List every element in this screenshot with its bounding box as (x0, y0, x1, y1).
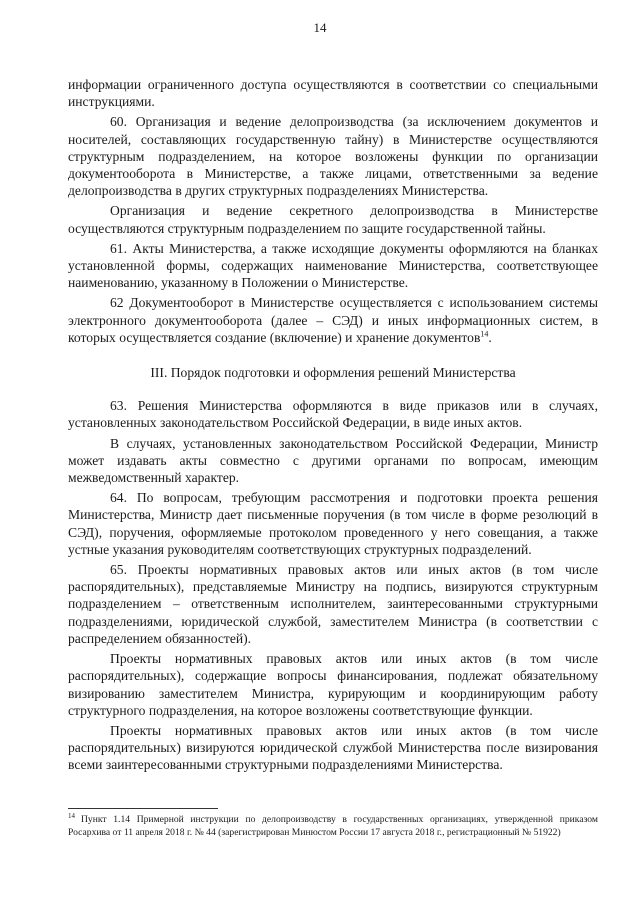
footnote-text: Пункт 1.14 Примерной инструкции по делопроизводству в государственных организациях, утвержденной приказом Росархива от 11 апреля 2018 г. № 44 (зарегистрирован Минюстом России 17 августа 2018 г., регистрационный № 51922) (68, 814, 598, 838)
paragraph-62-text: 62 Документооборот в Министерстве осуществляется с использованием системы электронного документооборота (далее – СЭД) и иных информационных систем, в которых осуществляется создание (включение) и хранение документов (68, 295, 598, 345)
paragraph-62 (68, 294, 598, 346)
paragraph-joint-acts: В случаях, установленных законодательством Российской Федерации, Министр может издавать акты совместно с другими органами по вопросам, имеющим межведомственный характер. (68, 435, 598, 486)
document-body (68, 76, 598, 774)
section-heading: III. Порядок подготовки и оформления решений Министерства (150, 365, 516, 381)
paragraph-64: 64. По вопросам, требующим рассмотрения и подготовки проекта решения Министерства, Министр дает письменные поручения (в том числе в форме резолюций в СЭД), поручения, оформляемые протоколом проведенного у него совещания, а также устные указания руководителям соответствующих структурных подразделений. (68, 490, 598, 557)
paragraph-61: 61. Акты Министерства, а также исходящие документы оформляются на бланках установленной формы, содержащих наименование Министерства, соответствующее наименованию, указанному в Положении о Министерстве. (68, 240, 598, 291)
paragraph-65: 65. Проекты нормативных правовых актов или иных актов (в том числе распорядительных), представляемые Министру на подпись, визируются структурным подразделением – ответственным исполнителем, заинтересованными структурными подразделениями, юридической службой, заместителем Министра (в соответствии с распределением обязанностей). (68, 562, 598, 646)
page-number: 14 (313, 20, 327, 35)
paragraph-secret-records: Организация и ведение секретного делопроизводства в Министерстве осуществляются структурным подразделением по защите государственной тайны. (68, 203, 598, 236)
footnote-reference: 14 (480, 329, 489, 339)
paragraph-continuation: информации ограниченного доступа осуществляются в соответствии со специальными инструкциями. (68, 77, 598, 110)
paragraph-financing-drafts: Проекты нормативных правовых актов или иных актов (в том числе распорядительных), содержащие вопросы финансирования, подлежат обязательному визированию заместителем Министра, курирующим и координирующим работу структурного подразделения, на которое возложены соответствующие функции. (68, 651, 598, 718)
paragraph-60: 60. Организация и ведение делопроизводства (за исключением документов и носителей, составляющих государственную тайну) в Министерстве осуществляются структурным подразделением, на которое возложены функции по организации документооборота в Министерстве, а также лицами, ответственными за ведение делопроизводства в других структурных подразделениях Министерства. (68, 114, 598, 199)
footnote (68, 813, 598, 839)
footnote-separator (68, 808, 218, 809)
paragraph-63: 63. Решения Министерства оформляются в виде приказов или в случаях, установленных законодательством Российской Федерации, в виде иных актов. (68, 398, 598, 431)
footnote-mark: 14 (68, 811, 75, 820)
paragraph-legal-visa: Проекты нормативных правовых актов или иных актов (в том числе распорядительных) визируются юридической службой Министерства после визирования всеми заинтересованными структурными подразделениями Министерства. (68, 722, 598, 773)
paragraph-62-tail: . (488, 329, 492, 345)
